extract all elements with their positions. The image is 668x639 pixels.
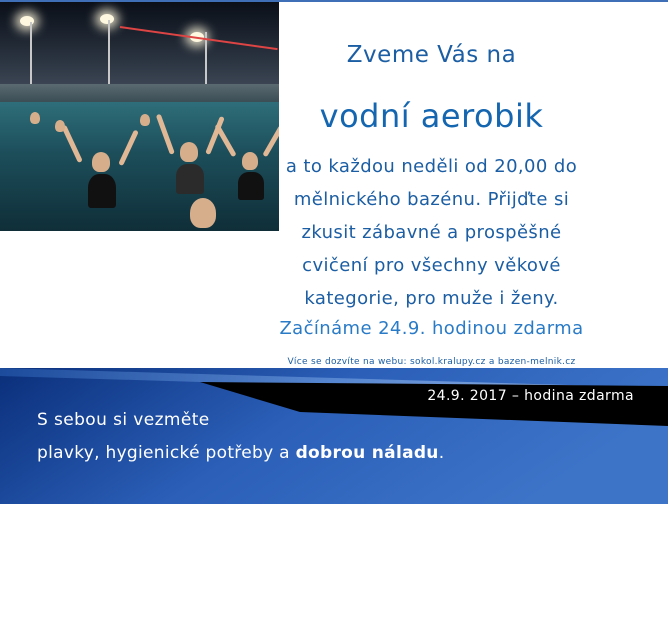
bring-heading: S sebou si vezměte [37, 410, 210, 430]
description-line: zkusit zábavné a prospěšné [301, 222, 562, 243]
photo-swimmer-head [242, 152, 258, 170]
invite-heading: Zveme Vás na [346, 42, 517, 68]
bring-list [37, 443, 444, 463]
photo-swimmer-head [92, 152, 110, 172]
description-line: cvičení pro všechny věkové [302, 255, 561, 276]
bring-items: plavky, hygienické potřeby a [37, 443, 296, 463]
photo-pole [205, 32, 207, 92]
date-label: 24.9. 2017 – hodina zdarma [427, 388, 634, 404]
description-line: a to každou neděli od 20,00 do [285, 156, 578, 177]
event-title: vodní aerobik [319, 97, 544, 135]
photo-pole [30, 22, 32, 92]
bring-period: . [438, 443, 445, 463]
event-description [279, 150, 584, 315]
web-info: Více se dozvíte na webu: sokol.kralupy.cz a bazen-melnik.cz [287, 357, 576, 367]
photo-swimmer-head [30, 112, 40, 124]
photo-swimmer-head [180, 142, 198, 162]
description-line: kategorie, pro muže i ženy. [304, 288, 559, 309]
description-line: mělnického bazénu. Přijďte si [293, 189, 570, 210]
photo-swimmer-suit [88, 174, 116, 208]
photo-wall [0, 84, 279, 102]
bring-mood: dobrou náladu [295, 443, 439, 463]
photo-lamp [100, 14, 114, 24]
photo-swimmer-suit [176, 164, 204, 194]
start-announcement: Začínáme 24.9. hodinou zdarma [279, 318, 584, 339]
photo-swimmer-head [140, 114, 150, 126]
pool-aerobics-photo [0, 2, 279, 231]
photo-swimmer-head [190, 198, 216, 228]
photo-swimmer-head [55, 120, 65, 132]
photo-swimmer-suit [238, 172, 264, 200]
